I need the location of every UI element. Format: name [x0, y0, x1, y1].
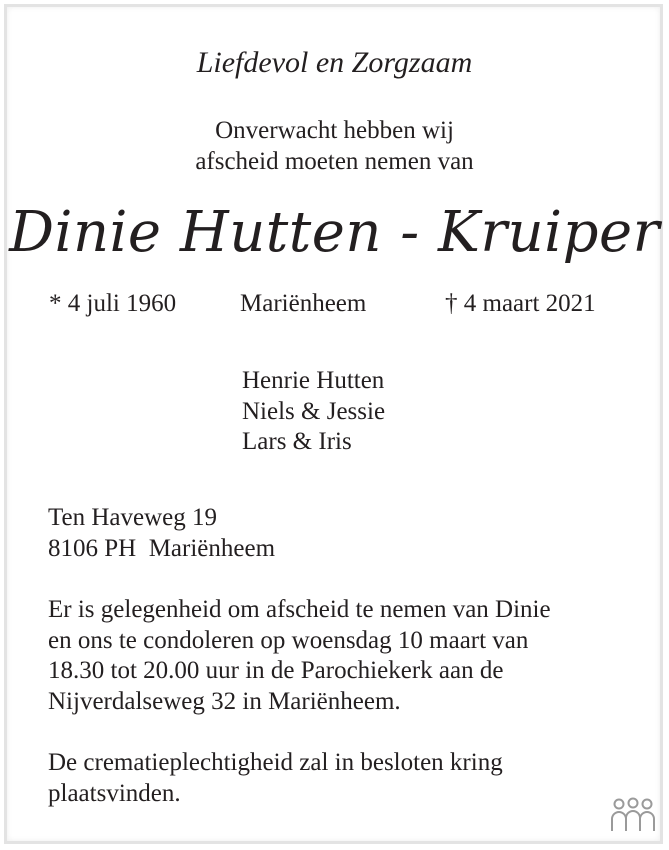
address-postal: 8106 PH Mariënheem	[48, 534, 276, 562]
residence-place: Mariënheem	[240, 290, 367, 317]
death-date: † 4 maart 2021	[445, 290, 596, 317]
paragraph-line: en ons te condoleren op woensdag 10 maart van	[48, 626, 529, 654]
deceased-name: Dinie Hutten - Kruiper	[9, 200, 660, 265]
intro-text	[0, 115, 669, 177]
paragraph-line: De crematieplechtigheid zal in besloten kring	[48, 749, 503, 776]
people-group-icon	[610, 797, 656, 837]
family-member: Lars & Iris	[242, 428, 352, 455]
birth-date: * 4 juli 1960	[49, 290, 177, 317]
intro-line-1: Onverwacht hebben wij	[215, 117, 454, 144]
family-member: Henrie Hutten	[242, 367, 385, 394]
intro-line-2: afscheid moeten nemen van	[195, 148, 474, 175]
motto: Liefdevol en Zorgzaam	[196, 46, 473, 79]
paragraph-line: Nijverdalseweg 32 in Mariënheem.	[48, 687, 401, 715]
family-list	[242, 366, 385, 458]
family-member: Niels & Jessie	[242, 397, 386, 425]
paragraph-line: 18.30 tot 20.00 uur in de Parochiekerk aan de	[48, 657, 504, 684]
paragraph-line: Er is gelegenheid om afscheid te nemen van Dinie	[48, 596, 551, 623]
correspondence-address	[48, 503, 275, 564]
visitation-paragraph	[48, 595, 621, 717]
cremation-paragraph	[48, 748, 621, 809]
address-street: Ten Haveweg 19	[48, 504, 218, 531]
paragraph-line: plaatsvinden.	[48, 779, 181, 807]
